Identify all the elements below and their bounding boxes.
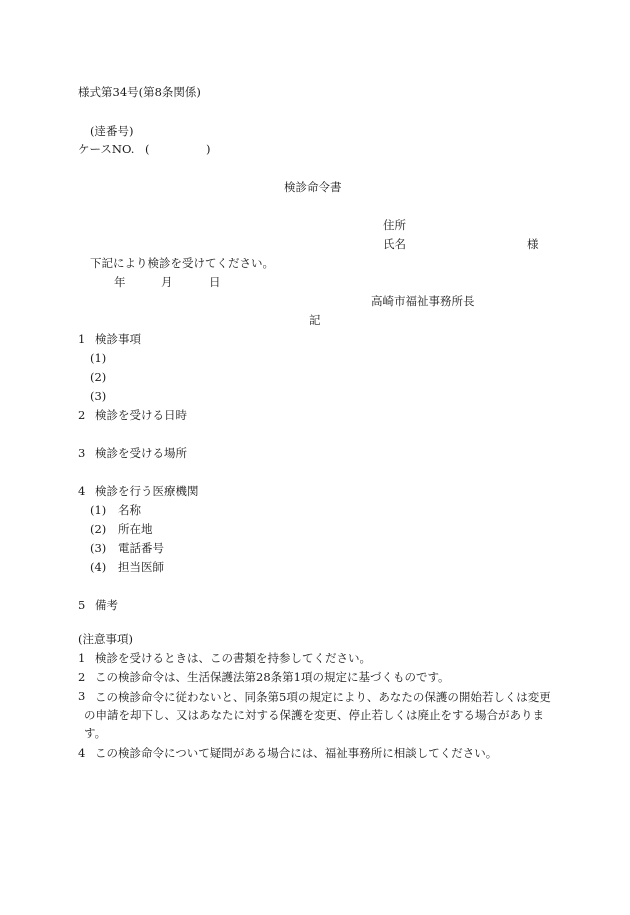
issuer-name: 高崎市福祉事務所長 bbox=[371, 294, 475, 308]
ki-heading: 記 bbox=[309, 313, 321, 327]
note-1-text: 検診を受けるときは、この書類を持参してください。 bbox=[95, 651, 371, 665]
item-2-number: 2 bbox=[78, 408, 86, 422]
note-2-text: この検診命令は、生活保護法第28条第1項の規定に基づくものです。 bbox=[95, 670, 450, 684]
date-month: 月 bbox=[161, 275, 173, 289]
date-day: 日 bbox=[209, 275, 221, 289]
name-label: 氏名 bbox=[383, 237, 406, 251]
item-4-sub-2-number: (2) bbox=[90, 522, 107, 536]
item-3-label: 検診を受ける場所 bbox=[95, 446, 187, 460]
address-label: 住所 bbox=[383, 218, 406, 232]
form-number: 様式第34号(第8条関係) bbox=[78, 85, 201, 99]
case-paren-open: ( bbox=[145, 142, 150, 156]
item-1-sub-2: (2) bbox=[90, 370, 107, 384]
item-4-sub-1-label: 名称 bbox=[118, 503, 141, 517]
item-4-sub-4-label: 担当医師 bbox=[118, 560, 164, 574]
note-3-text: この検診命令に従わないと、同条第5項の規定により、あなたの保護の開始若しくは変更の申請を却下し、又はあなたに対する保護を変更、停止若しくは廃止をする場合があります。 bbox=[84, 690, 551, 740]
dispatch-number-label: (逹番号) bbox=[90, 124, 134, 138]
honorific: 様 bbox=[527, 237, 539, 251]
instruction-text: 下記により検診を受けてください。 bbox=[90, 256, 274, 270]
document-title: 検診命令書 bbox=[284, 180, 342, 194]
date-year: 年 bbox=[114, 275, 126, 289]
item-2-label: 検診を受ける日時 bbox=[95, 408, 187, 422]
item-1-sub-1: (1) bbox=[90, 351, 107, 365]
item-4-number: 4 bbox=[78, 484, 86, 498]
case-number-label: ケースNO. bbox=[78, 142, 135, 156]
item-4-sub-3-label: 電話番号 bbox=[118, 541, 164, 555]
note-4-text: この検診命令について疑問がある場合には、福祉事務所に相談してください。 bbox=[95, 746, 498, 760]
item-5-label: 備考 bbox=[95, 598, 118, 612]
item-1-label: 検診事項 bbox=[95, 332, 141, 346]
item-1-sub-3: (3) bbox=[90, 389, 107, 403]
item-5-number: 5 bbox=[78, 598, 86, 612]
item-1-number: 1 bbox=[78, 332, 86, 346]
item-3-number: 3 bbox=[78, 446, 86, 460]
note-2-number: 2 bbox=[78, 670, 86, 684]
item-4-sub-3-number: (3) bbox=[90, 541, 107, 555]
note-1-number: 1 bbox=[78, 651, 86, 665]
item-4-sub-1-number: (1) bbox=[90, 503, 107, 517]
case-paren-close: ) bbox=[206, 142, 211, 156]
notes-heading: (注意事項) bbox=[78, 632, 133, 646]
note-3-number: 3 bbox=[78, 689, 86, 703]
item-4-sub-2-label: 所在地 bbox=[118, 522, 153, 536]
item-4-label: 検診を行う医療機関 bbox=[95, 484, 199, 498]
item-4-sub-4-number: (4) bbox=[90, 560, 107, 574]
note-4-number: 4 bbox=[78, 746, 86, 760]
